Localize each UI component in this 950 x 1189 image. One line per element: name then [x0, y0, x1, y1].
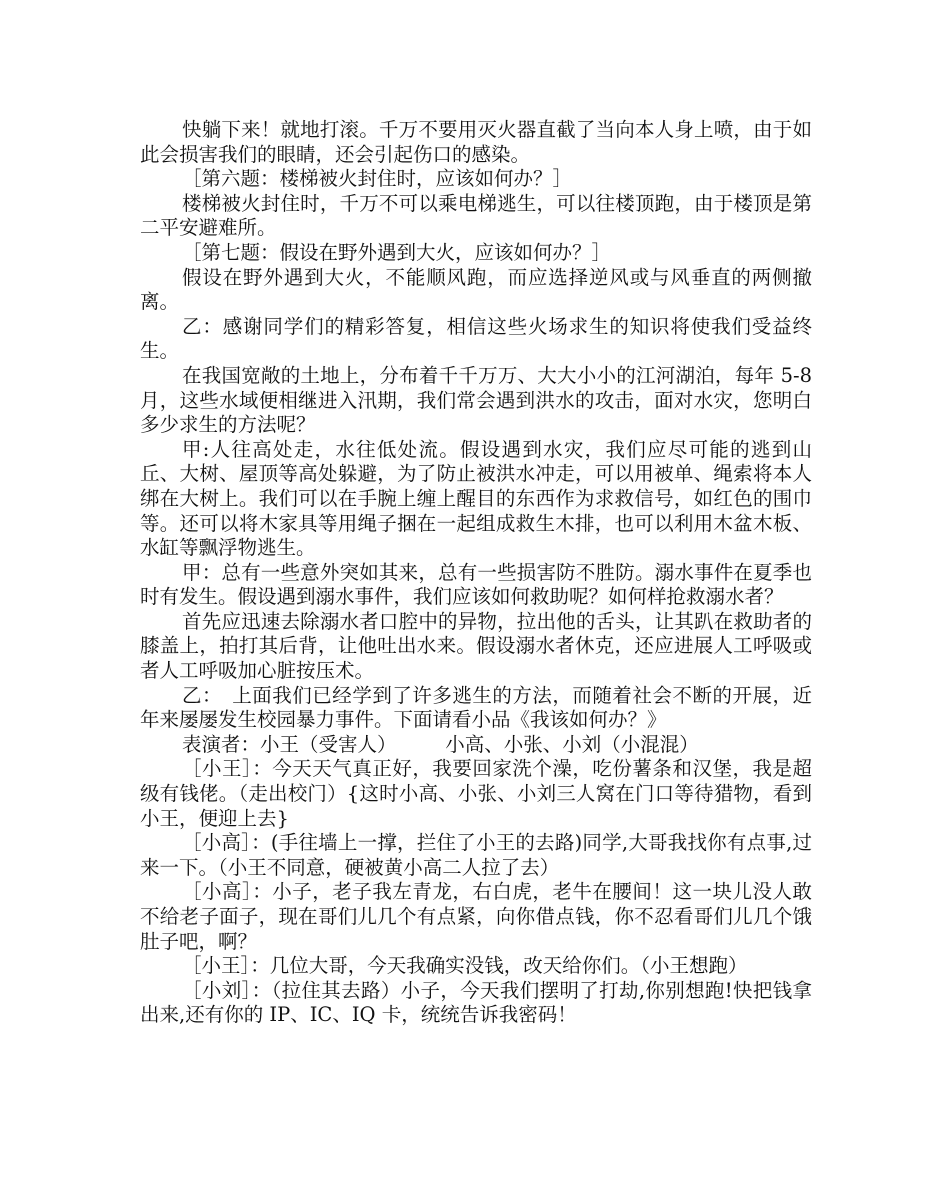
- dialogue-line: ［小高］：(手往墙上一撑，拦住了小王的去路)同学,大哥我找你有点事,过来一下。（小王不同意，硬被黄小高二人拉了去）: [140, 831, 812, 879]
- paragraph: 甲：总有一些意外突如其来，总有一些损害防不胜防。溺水事件在夏季也时有发生。假设遇到溺水事件，我们应该如何救助呢？如何样抢救溺水者？: [140, 560, 812, 609]
- cast-list: 表演者：小王（受害人） 小高、小张、小刘（小混混）: [182, 732, 699, 756]
- question-heading: ［第六题：楼梯被火封住时，应该如何办？］: [182, 167, 573, 191]
- paragraph: 乙： 上面我们已经学到了许多逃生的方法，而随着社会不断的开展，近年来屡屡发生校园暴力事件。下面请看小品《我该如何办？》: [140, 683, 812, 732]
- dialogue-line: ［小王］：几位大哥，今天我确实没钱，改天给你们。（小王想跑）: [182, 954, 748, 978]
- paragraph: 在我国宽敞的土地上，分布着千千万万、大大小小的江河湖泊，每年 5-8 月，这些水域便相继进入汛期，我们常会遇到洪水的攻击，面对水灾，您明白多少求生的方法呢？: [140, 363, 812, 437]
- dialogue-line: ［小高］：小子，老子我左青龙，右白虎，老牛在腰间！这一块儿没人敢不给老子面子，现在哥们儿几个有点紧，向你借点钱，你不忍看哥们儿几个饿肚子吧，啊？: [140, 880, 812, 953]
- paragraph: 甲:人往高处走，水往低处流。假设遇到水灾，我们应尽可能的逃到山丘、大树、屋顶等高处躲避，为了防止被洪水冲走，可以用被单、绳索将本人绑在大树上。我们可以在手腕上缠上醒目的东西作为求救信号，如红色的围巾等。还可以将木家具等用绳子捆在一起组成救生木排，也可以利用木盆木板、水缸等飘浮物逃生。: [140, 437, 812, 560]
- paragraph: 楼梯被火封住时，千万不可以乘电梯逃生，可以往楼顶跑，由于楼顶是第二平安避难所。: [140, 191, 812, 240]
- dialogue-line: ［小王］：今天天气真正好，我要回家洗个澡，吃份薯条和汉堡，我是超级有钱佬。（走出校门）{这时小高、小张、小刘三人窝在门口等待猎物，看到小王，便迎上去}: [140, 757, 812, 830]
- question-heading: ［第七题：假设在野外遇到大火，应该如何办？］: [182, 240, 612, 264]
- paragraph: 首先应迅速去除溺水者口腔中的异物，拉出他的舌头，让其趴在救助者的膝盖上，拍打其后背，让他吐出水来。假设溺水者休克，还应进展人工呼吸或者人工呼吸加心脏按压术。: [140, 609, 812, 683]
- paragraph: 假设在野外遇到大火，不能顺风跑，而应选择逆风或与风垂直的两侧撤离。: [140, 265, 812, 314]
- document-body: [140, 118, 812, 1028]
- paragraph: 快躺下来！就地打滚。千万不要用灭火器直截了当向本人身上喷，由于如此会损害我们的眼睛，还会引起伤口的感染。: [140, 118, 812, 166]
- dialogue-line: ［小刘］：（拉住其去路）小子，今天我们摆明了打劫,你别想跑!快把钱拿出来,还有你的 IP、IC、IQ 卡，统统告诉我密码！: [140, 978, 812, 1027]
- paragraph: 乙：感谢同学们的精彩答复，相信这些火场求生的知识将使我们受益终生。: [140, 314, 812, 363]
